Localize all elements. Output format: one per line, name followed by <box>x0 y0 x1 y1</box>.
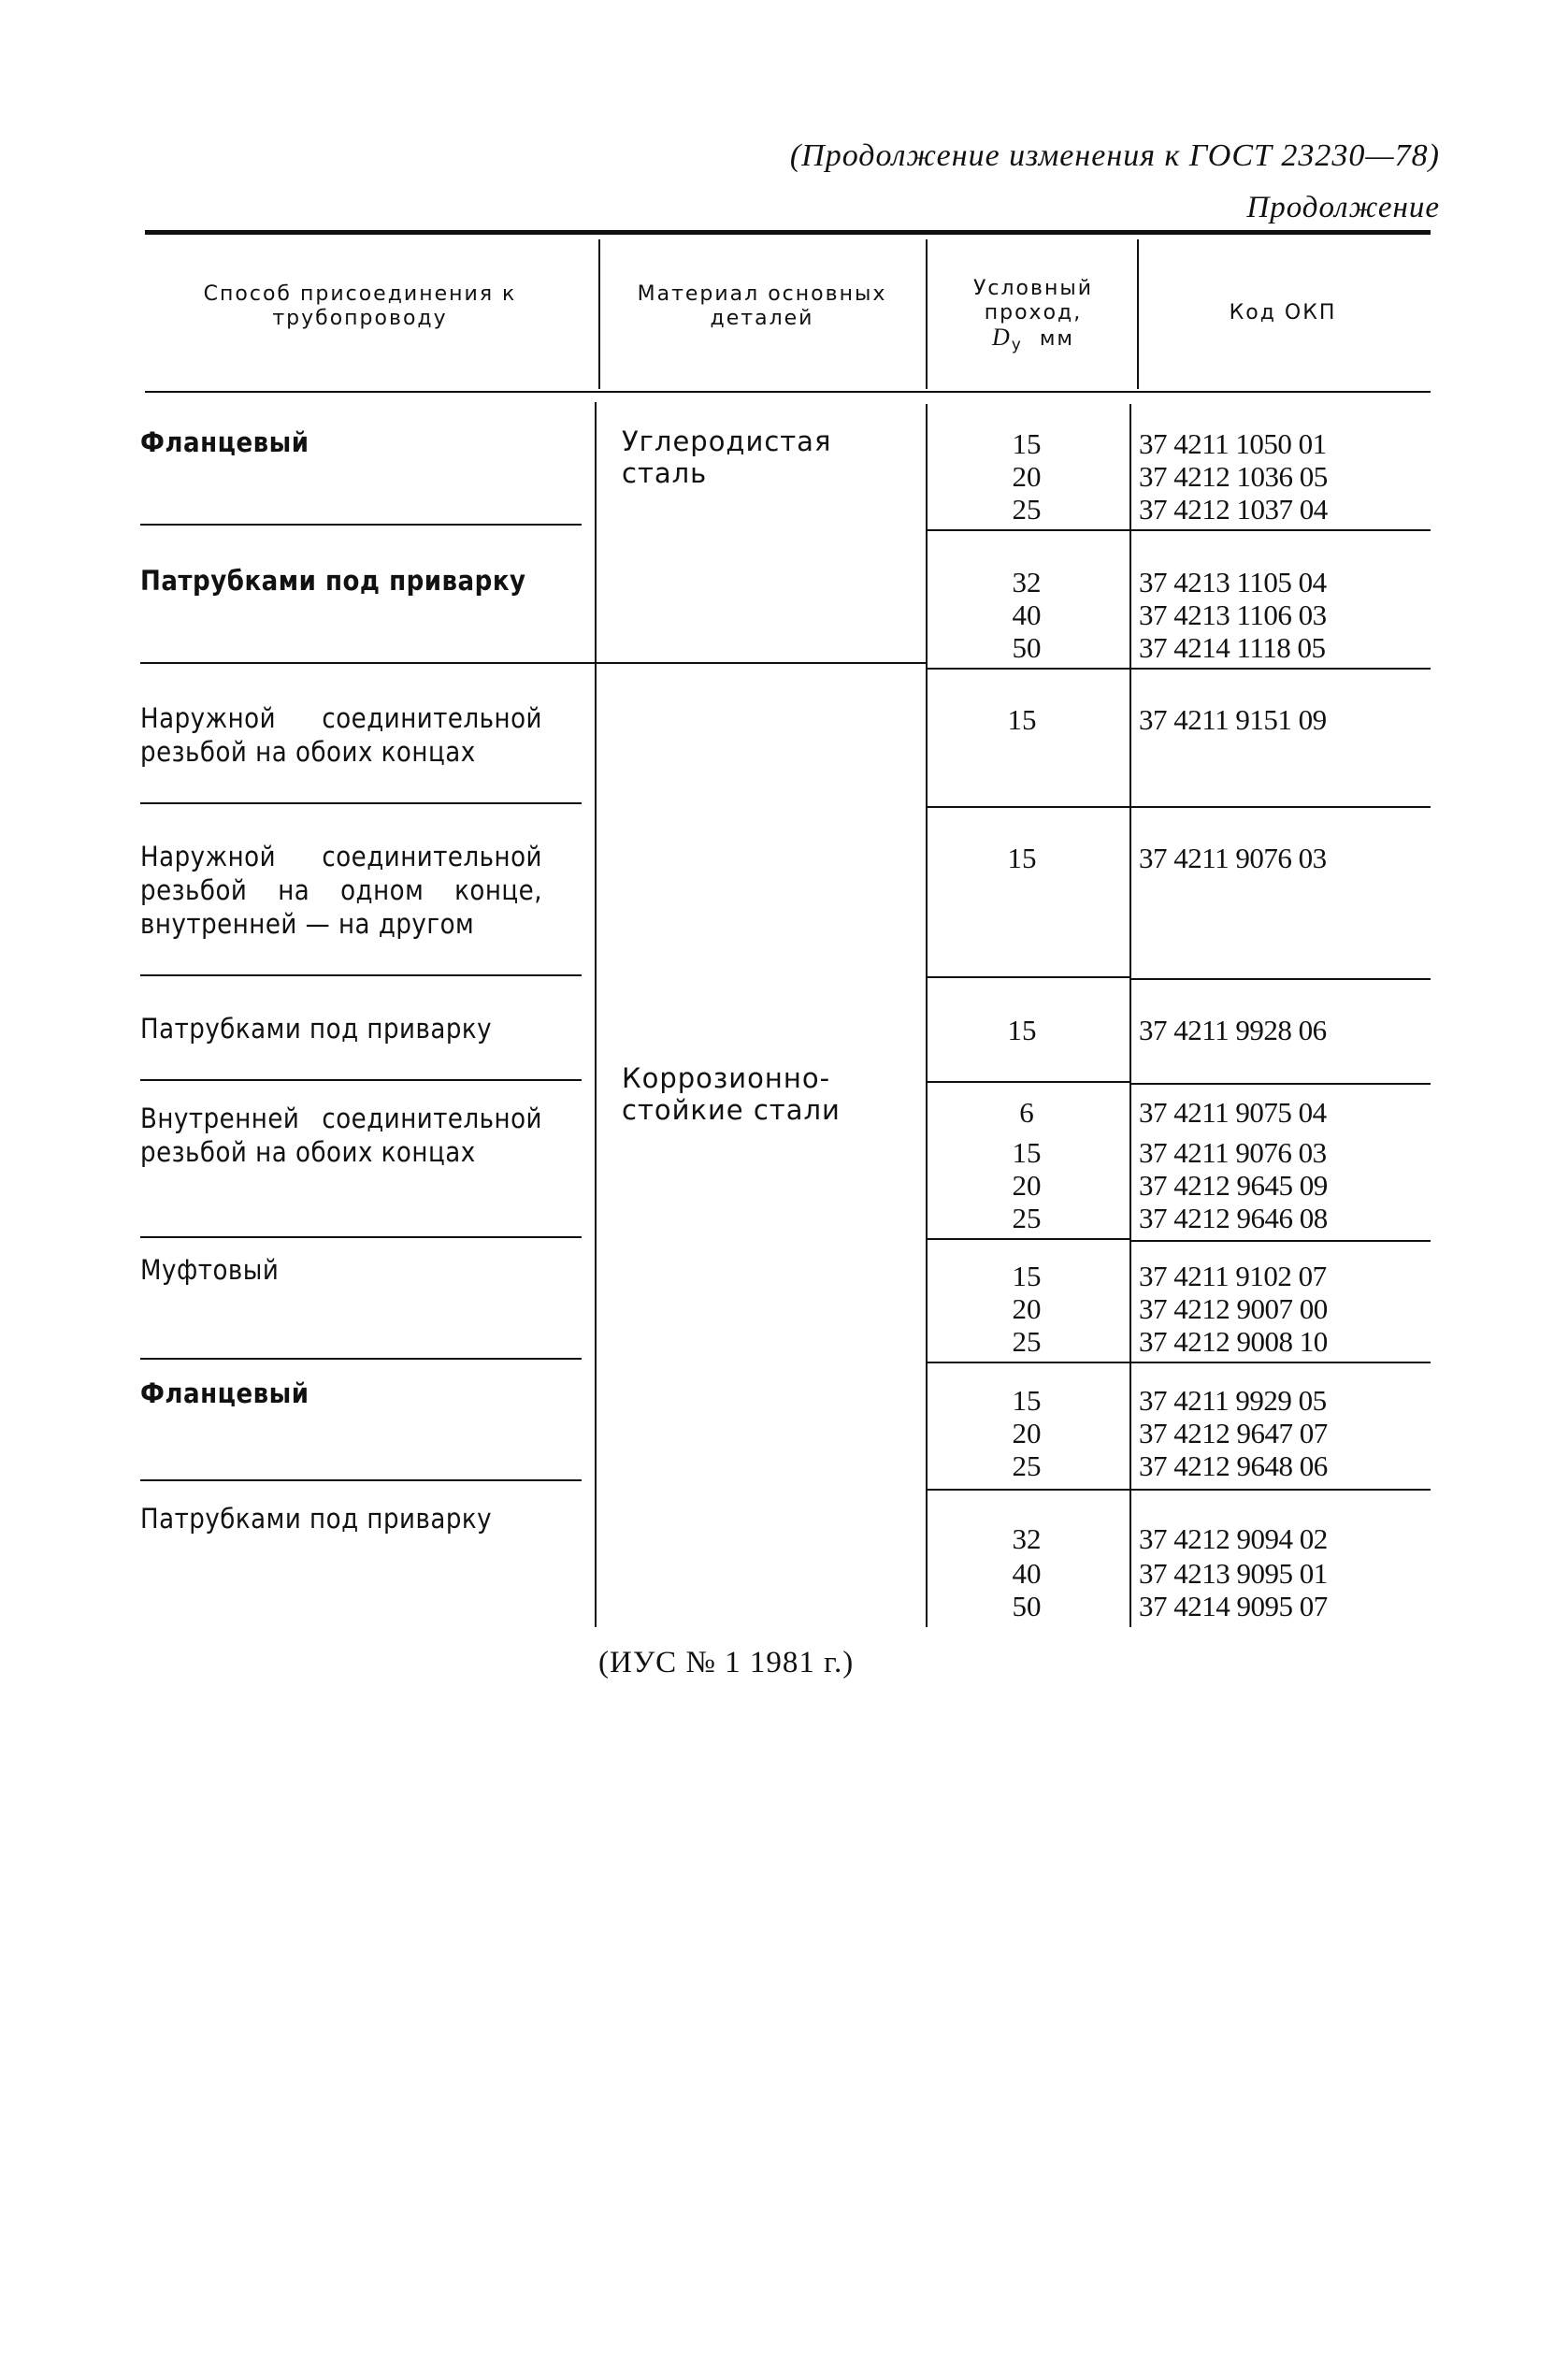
okp-code: 37 4211 9102 07 <box>1139 1260 1327 1292</box>
row-divider <box>1129 978 1431 980</box>
connection-way: Патрубками под приварку <box>140 565 526 597</box>
row-divider <box>926 1362 1129 1363</box>
row-divider <box>926 976 1129 978</box>
row-divider <box>1129 1362 1431 1363</box>
okp-code: 37 4212 9647 07 <box>1139 1417 1328 1449</box>
dn-value: 20 <box>1012 1169 1042 1202</box>
row-divider <box>926 1238 1129 1240</box>
okp-code: 37 4211 9929 05 <box>1139 1384 1327 1417</box>
okp-code: 37 4212 9646 08 <box>1139 1202 1328 1234</box>
column-header-material <box>617 282 907 331</box>
row-divider <box>1129 1083 1431 1085</box>
row-divider <box>140 524 582 526</box>
dn-value: 40 <box>1012 1557 1042 1590</box>
body-separator-code <box>1129 404 1131 1627</box>
dn-subscript: у <box>1011 336 1023 354</box>
column-header-code <box>1143 301 1423 325</box>
okp-code: 37 4211 9076 03 <box>1139 842 1327 874</box>
material-text: Коррозионно-стойкие стали <box>622 1062 841 1126</box>
dn-value: 15 <box>1007 1014 1037 1046</box>
okp-code: 37 4212 1036 05 <box>1139 460 1328 493</box>
okp-code: 37 4212 9645 09 <box>1139 1169 1328 1202</box>
header-separator <box>598 239 600 389</box>
dn-value: 25 <box>1012 493 1042 526</box>
dn-value: 25 <box>1012 1449 1042 1482</box>
continuation-label: Продолжение <box>1246 191 1440 224</box>
connection-way: Наружной соединительной резьбой на обоих концах <box>140 702 542 768</box>
row-divider <box>140 1479 582 1481</box>
dn-value: 25 <box>1012 1325 1042 1358</box>
okp-code: 37 4211 9928 06 <box>1139 1014 1327 1046</box>
connection-way: Внутренней соединительной резьбой на обоих концах <box>140 1103 542 1168</box>
row-divider <box>140 1236 582 1238</box>
okp-code: 37 4213 1106 03 <box>1139 598 1327 631</box>
dn-value: 50 <box>1012 1590 1042 1622</box>
dn-value: 40 <box>1012 598 1042 631</box>
dn-value: 32 <box>1012 566 1042 598</box>
dn-header-line1: Условный <box>972 277 1094 300</box>
row-divider <box>1129 1489 1431 1491</box>
okp-code: 37 4212 1037 04 <box>1139 493 1328 526</box>
header-separator <box>926 239 928 389</box>
dn-header-line2: проход, <box>984 301 1083 324</box>
okp-code: 37 4213 1105 04 <box>1139 566 1327 598</box>
dn-unit: мм <box>1039 327 1075 351</box>
row-divider <box>1129 1240 1431 1242</box>
document-title: (Продолжение изменения к ГОСТ 23230—78) <box>789 138 1440 173</box>
column-header-text: Способ присоединения к трубопроводу <box>203 282 517 330</box>
dn-value: 6 <box>1019 1096 1034 1129</box>
row-divider <box>1129 668 1431 670</box>
row-divider <box>140 802 582 804</box>
body-separator-material <box>595 402 597 1627</box>
okp-code: 37 4214 9095 07 <box>1139 1590 1328 1622</box>
dn-value: 20 <box>1012 1292 1042 1325</box>
material-carbon-steel <box>622 425 874 489</box>
column-header-connection <box>173 282 547 331</box>
okp-code: 37 4211 9151 09 <box>1139 703 1327 736</box>
okp-code: 37 4212 9007 00 <box>1139 1292 1328 1325</box>
row-divider <box>926 1489 1129 1491</box>
dn-value: 15 <box>1012 427 1042 460</box>
row-divider <box>926 1081 1129 1083</box>
table-top-rule <box>145 230 1431 235</box>
dn-value: 15 <box>1012 1260 1042 1292</box>
row-divider <box>926 806 1129 808</box>
column-header-text: Код ОКП <box>1229 301 1337 324</box>
okp-code: 37 4212 9008 10 <box>1139 1325 1328 1358</box>
okp-code: 37 4211 9075 04 <box>1139 1096 1327 1129</box>
okp-code: 37 4211 1050 01 <box>1139 427 1327 460</box>
connection-way: Наружной соединительной резьбой на одном конце, внутренней — на другом <box>140 841 542 940</box>
header-bottom-rule <box>145 391 1431 393</box>
connection-way: Фланцевый <box>140 1377 309 1409</box>
row-divider <box>1129 806 1431 808</box>
body-separator-dn <box>926 404 928 1627</box>
row-divider <box>1129 529 1431 531</box>
header-separator <box>1137 239 1139 389</box>
connection-way: Патрубками под приварку <box>140 1503 493 1535</box>
okp-code: 37 4212 9094 02 <box>1139 1522 1328 1555</box>
okp-code: 37 4212 9648 06 <box>1139 1449 1328 1482</box>
material-divider <box>598 662 926 664</box>
material-stainless-steel <box>622 1062 865 1126</box>
dn-value: 15 <box>1007 703 1037 736</box>
row-divider <box>926 529 1129 531</box>
dn-symbol: D <box>991 324 1012 351</box>
okp-code: 37 4211 9076 03 <box>1139 1136 1327 1169</box>
row-divider <box>140 662 598 664</box>
row-divider <box>926 668 1129 670</box>
dn-value: 20 <box>1012 1417 1042 1449</box>
dn-value: 50 <box>1012 631 1042 664</box>
row-divider <box>140 974 582 976</box>
dn-value: 15 <box>1007 842 1037 874</box>
dn-value: 15 <box>1012 1384 1042 1417</box>
connection-way: Фланцевый <box>140 426 309 458</box>
dn-value: 32 <box>1012 1522 1042 1555</box>
footer-source-note: (ИУС № 1 1981 г.) <box>598 1646 855 1679</box>
row-divider <box>140 1079 582 1081</box>
material-text: Углеродистая сталь <box>622 425 832 489</box>
dn-value: 20 <box>1012 460 1042 493</box>
connection-way: Патрубками под приварку <box>140 1013 493 1045</box>
connection-way: Муфтовый <box>140 1254 280 1286</box>
okp-code: 37 4213 9095 01 <box>1139 1557 1328 1590</box>
column-header-text: Материал основных деталей <box>637 282 887 330</box>
dn-header-line3 <box>930 325 1136 357</box>
dn-value: 25 <box>1012 1202 1042 1234</box>
column-header-dn <box>930 277 1136 357</box>
dn-value: 15 <box>1012 1136 1042 1169</box>
okp-code: 37 4214 1118 05 <box>1139 631 1326 664</box>
row-divider <box>140 1358 582 1360</box>
